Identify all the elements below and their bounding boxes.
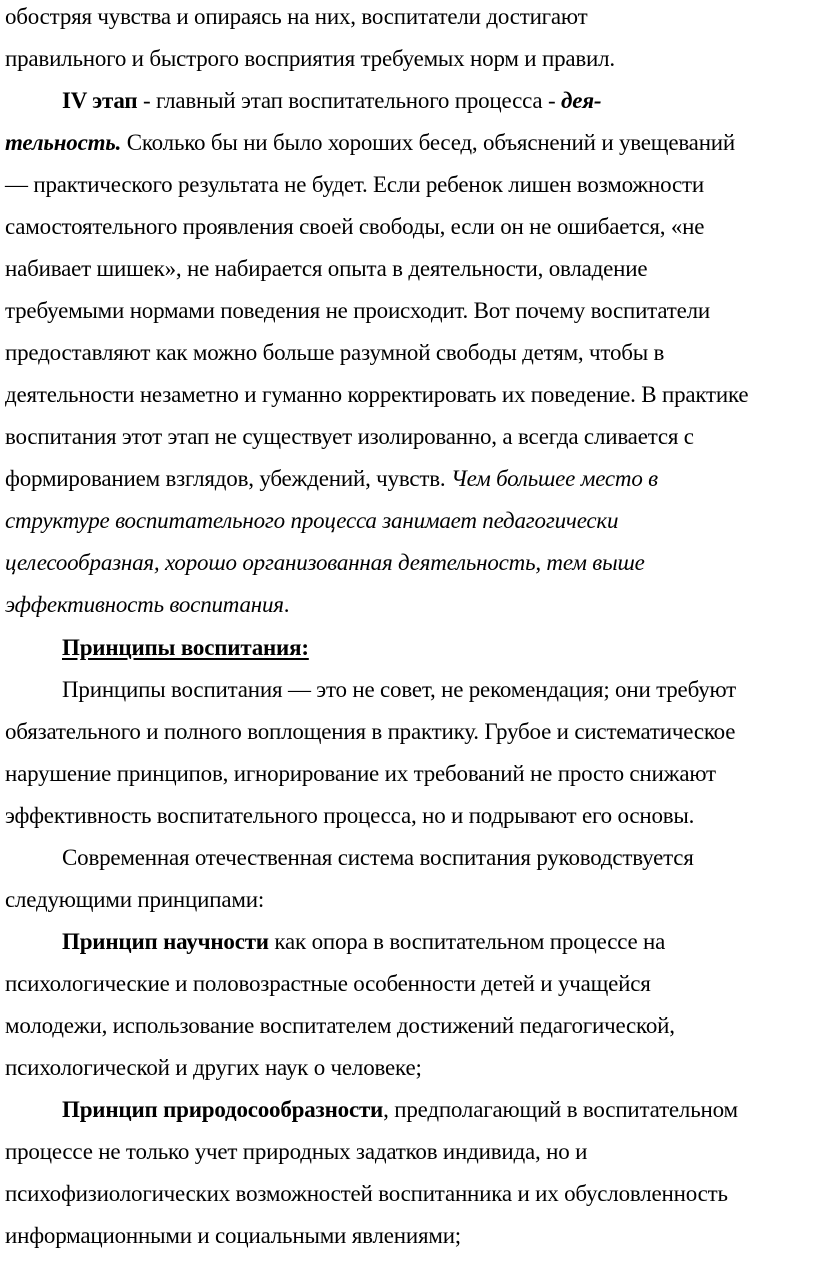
text-line: обостряя чувства и опираясь на них, воспитатели достигают (5, 4, 588, 29)
text-line: воспитания этот этап не существует изолированно, а всегда сливается с (5, 424, 694, 449)
emphasis-term: тельность. (5, 130, 122, 155)
italic-line: структуре воспитательного процесса занимает педагогически (5, 508, 619, 533)
text-span: . (283, 592, 290, 617)
text-span: - главный этап воспитательного процесса - (137, 88, 561, 113)
principle-title: Принцип научности (62, 929, 269, 954)
text-line: эффективность воспитательного процесса, но и подрывают его основы. (5, 803, 695, 828)
principle-scientific (62, 928, 665, 956)
text-line: предоставляют как можно больше разумной свободы детям, чтобы в (5, 340, 665, 365)
emphasis-term: дея- (560, 88, 602, 113)
text-line: самостоятельного проявления своей свободы, если он не ошибается, «не (5, 214, 705, 239)
text-span: формированием взглядов, убеждений, чувств. (5, 466, 451, 491)
section-heading: Принципы воспитания: (62, 635, 309, 660)
italic-line: целесообразная, хорошо организованная деятельность, тем выше (5, 550, 645, 575)
stage-label: IV этап (62, 88, 138, 113)
text-span: , предполагающий в воспитательном (383, 1097, 738, 1122)
text-line: нарушение принципов, игнорирование их требований не просто снижают (5, 761, 716, 786)
text-line: молодежи, использование воспитателем достижений педагогической, (5, 1013, 675, 1038)
text-line: психологические и половозрастные особенности детей и учащейся (5, 971, 651, 996)
text-line: психофизиологических возможностей воспитанника и их обусловленность (5, 1181, 728, 1206)
italic-span: Чем большее место в (451, 466, 658, 491)
italic-span: эффективность воспитания (5, 592, 284, 617)
principle-natural-conformity (62, 1096, 738, 1124)
text-line (5, 465, 658, 493)
text-line: Современная отечественная система воспитания руководствуется (62, 845, 694, 870)
text-line: процессе не только учет природных задатков индивида, но и (5, 1139, 588, 1164)
text-line (5, 591, 289, 619)
text-span: Сколько бы ни было хороших бесед, объяснений и увещеваний (121, 130, 736, 155)
text-line: психологической и других наук о человеке; (5, 1055, 422, 1080)
text-line: требуемыми нормами поведения не происходит. Вот почему воспитатели (5, 298, 710, 323)
text-line: следующими принципами: (5, 887, 265, 912)
text-line: — практического результата не будет. Если ребенок лишен возможности (5, 172, 704, 197)
text-line: Принципы воспитания — это не совет, не рекомендация; они требуют (62, 677, 737, 702)
text-line: обязательного и полного воплощения в практику. Грубое и систематическое (5, 719, 736, 744)
text-line: набивает шишек», не набирается опыта в деятельности, овладение (5, 256, 648, 281)
stage-iv-paragraph-start (62, 87, 601, 115)
text-line: правильного и быстрого восприятия требуемых норм и правил. (5, 46, 615, 71)
text-line: деятельности незаметно и гуманно корректировать их поведение. В практике (5, 382, 749, 407)
text-line (5, 129, 735, 157)
principle-title: Принцип природосообразности (62, 1097, 384, 1122)
text-span: как опора в воспитательном процессе на (268, 929, 666, 954)
text-line: информационными и социальными явлениями; (5, 1223, 461, 1248)
